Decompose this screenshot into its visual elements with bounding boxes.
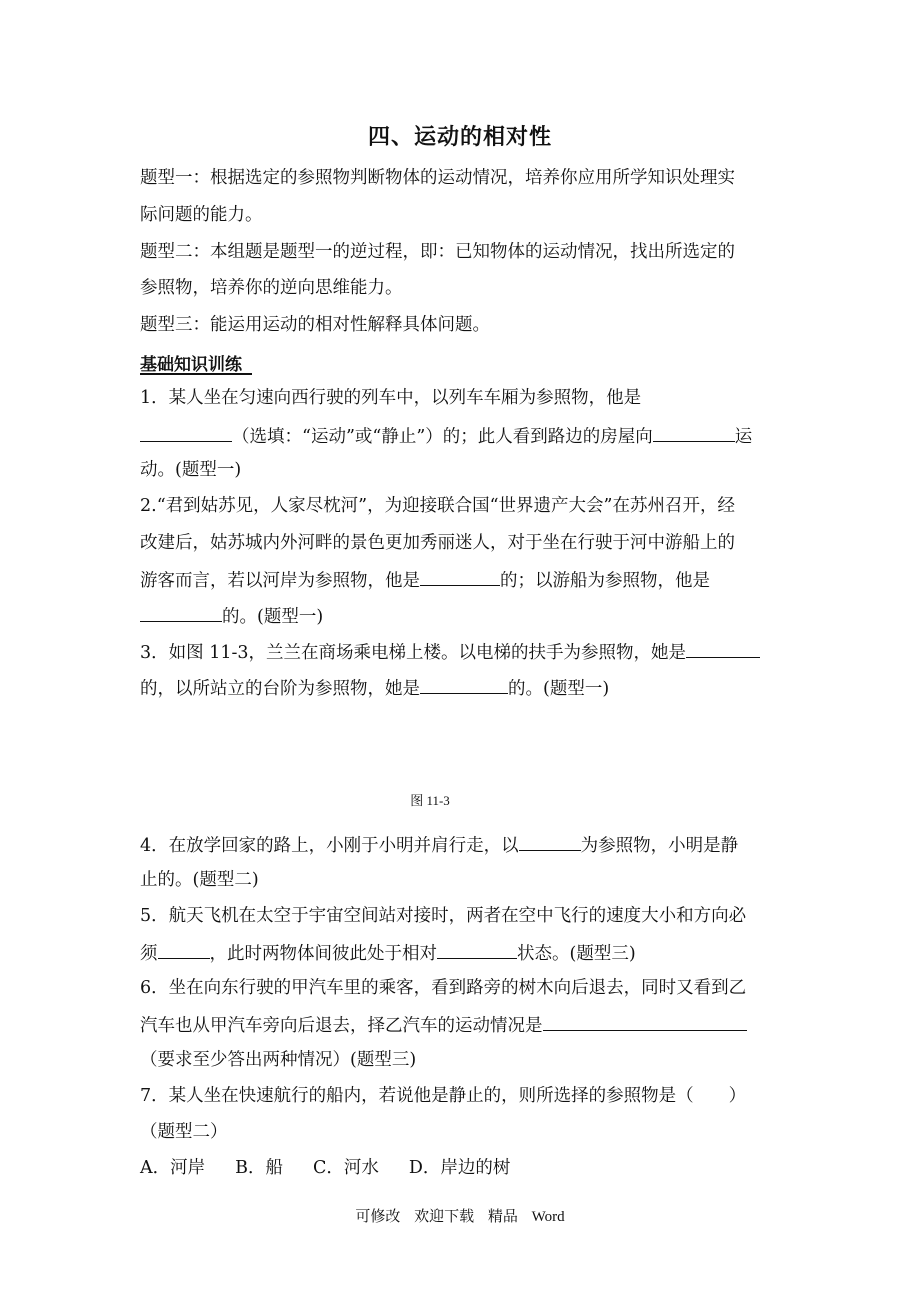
intro-line-4: 参照物，培养你的逆向思维能力。 xyxy=(140,278,403,298)
page-title: 四、运动的相对性 xyxy=(367,125,552,150)
figure-caption: 图 11-3 xyxy=(410,793,450,808)
q1-line-1: 1．某人坐在匀速向西行驶的列车中，以列车车厢为参照物，他是 xyxy=(140,388,642,408)
q4-line-2: 止的。(题型二) xyxy=(140,870,259,890)
q2-text-3b: 的；以游船为参照物，他是 xyxy=(500,571,710,591)
q3-line-2 xyxy=(140,675,785,701)
intro-line-1: 题型一：根据选定的参照物判断物体的运动情况，培养你应用所学知识处理实 xyxy=(140,168,735,188)
intro-line-3: 题型二：本组题是题型一的逆过程，即：已知物体的运动情况，找出所选定的 xyxy=(140,242,735,262)
q3-blank-2[interactable] xyxy=(420,675,508,694)
q4-line-1 xyxy=(140,832,785,858)
q5-blank-2[interactable] xyxy=(437,940,517,959)
q5-text-2a: 须 xyxy=(140,944,158,964)
q2-line-1: 2.“君到姑苏见，人家尽枕河”，为迎接联合国“世界遗产大会”在苏州召开，经 xyxy=(140,496,735,516)
q2-text-3a: 游客而言，若以河岸为参照物，他是 xyxy=(140,571,420,591)
q3-text-2a: 的，以所站立的台阶为参照物，她是 xyxy=(140,679,420,699)
q2-line-4 xyxy=(140,603,785,629)
intro-line-2: 际问题的能力。 xyxy=(140,205,263,225)
section-underline xyxy=(140,373,252,375)
section-heading: 基础知识训练 xyxy=(140,355,242,375)
q1-line-2 xyxy=(140,423,785,449)
q7-option-c[interactable]: C．河水 xyxy=(313,1158,379,1178)
q5-line-2 xyxy=(140,940,785,966)
q3-text-1: 3．如图 11-3，兰兰在商场乘电梯上楼。以电梯的扶手为参照物，她是 xyxy=(140,643,687,663)
q2-blank-1[interactable] xyxy=(420,567,500,586)
intro-line-5: 题型三：能运用运动的相对性解释具体问题。 xyxy=(140,315,490,335)
q5-line-1: 5．航天飞机在太空于宇宙空间站对接时，两者在空中飞行的速度大小和方向必 xyxy=(140,906,747,926)
q6-line-1: 6．坐在向东行驶的甲汽车里的乘客，看到路旁的树木向后退去，同时又看到乙 xyxy=(140,978,747,998)
q3-blank-1[interactable] xyxy=(686,639,760,658)
q7-line-2: （题型二） xyxy=(140,1122,228,1142)
q4-text-1a: 4．在放学回家的路上，小刚于小明并肩行走，以 xyxy=(140,836,519,856)
q3-line-1 xyxy=(140,639,785,665)
q6-line-3: （要求至少答出两种情况）(题型三) xyxy=(140,1050,417,1070)
q7-option-a[interactable]: A．河岸 xyxy=(140,1158,206,1178)
q5-blank-1[interactable] xyxy=(158,940,210,959)
q3-text-2b: 的。(题型一) xyxy=(508,679,610,699)
q2-line-3 xyxy=(140,567,785,593)
q4-blank-1[interactable] xyxy=(519,832,581,851)
q5-text-2b: ，此时两物体间彼此处于相对 xyxy=(209,944,437,964)
q1-blank-2[interactable] xyxy=(653,423,735,442)
page-footer: 可修改 欢迎下载 精品 Word xyxy=(355,1209,565,1225)
q5-text-2c: 状态。(题型三) xyxy=(517,944,636,964)
q7-options xyxy=(140,1156,785,1180)
q1-text-2b: 运 xyxy=(734,427,753,447)
q1-line-3: 动。(题型一) xyxy=(140,460,242,480)
q2-line-2: 改建后，姑苏城内外河畔的景色更加秀丽迷人，对于坐在行驶于河中游船上的 xyxy=(140,533,735,553)
q6-text-2: 汽车也从甲汽车旁向后退去，择乙汽车的运动情况是 xyxy=(140,1016,543,1036)
q4-text-1b: 为参照物，小明是静 xyxy=(580,836,739,856)
q6-blank-1[interactable] xyxy=(543,1012,747,1031)
q1-text-2a: （选填：“运动”或“静止”）的；此人看到路边的房屋向 xyxy=(232,427,653,447)
q2-blank-2[interactable] xyxy=(140,603,222,622)
q6-line-2 xyxy=(140,1012,785,1038)
q2-text-4: 的。(题型一) xyxy=(222,607,324,627)
q7-option-d[interactable]: D．岸边的树 xyxy=(408,1158,511,1178)
q7-option-b[interactable]: B．船 xyxy=(235,1158,284,1178)
q7-line-1: 7．某人坐在快速航行的船内，若说他是静止的，则所选择的参照物是（ ） xyxy=(140,1086,747,1106)
q1-blank-1[interactable] xyxy=(140,423,232,442)
